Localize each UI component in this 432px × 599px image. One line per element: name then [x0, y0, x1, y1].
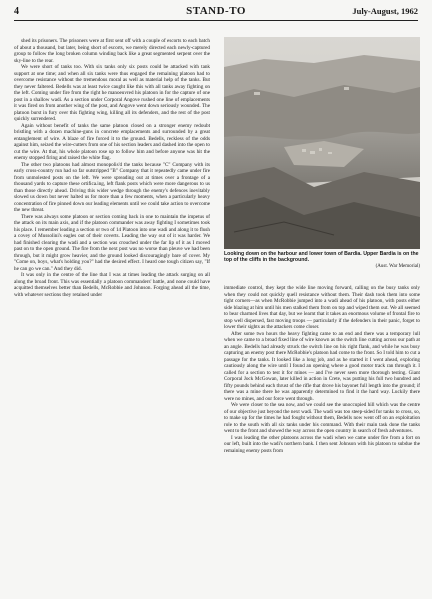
issue-date: July-August, 1962 — [352, 6, 418, 16]
page-header — [14, 6, 418, 21]
article-column-right — [224, 285, 420, 595]
paragraph: immediate control, they kept the wide line moving forward, calling on the busy tanks only when they could not quickly quell resistance without them. Their dash took them into some tight corners—as when McRobbie jumped into a wadi ahead of his platoon, with posts either side blazing at him until his men stalked them from on top and wiped them out. We all seemed to bear charmed lives that day, but we learnt that it takes an enormous volume of frontal fire to stop well dispersed, fast moving troops — particularly if the defenders in their panic, forget to lower their sights as the attackers come closer. — [224, 285, 420, 330]
paragraph: I was leading the other platoons across the wadi when we came under fire from a fort on our left, built into the wadi's northern bank. I then sent Johnson with his platoon to subdue the remaining enemy posts from — [224, 434, 420, 454]
paragraph: The other two platoons had almost monopolis'd the tanks because "C" Company with its early cross-country run had so far outstripped "B" Company that it repeatedly came under fire from unmolested posts on the left. We were spreading out at times over a frontage of a thousand yards to capture these ortifica.ing, left flank posts which were more dangerous to us than those directly ahead. Driving this wider wedge through the enemy's defences inevitably slowed us down but never halted us for more than a few moments, when a particularly heavy concentration of fire pinned down our leading elements until we could take action to overcome the new threat. — [14, 161, 210, 213]
page-number: 4 — [14, 6, 19, 17]
paragraph: It was only in the centre of the line that I was at times leading the attack surging on all along the broad front. This was essentially a platoon commanders' battle, and none could have acquitted themselves better than Bedells, McRobbie and Johnson. Forging ahead all the time, with whatever sections they retained under — [14, 272, 210, 298]
article-column-left — [14, 38, 210, 594]
paragraph: There was always some platoon or section coming back in one to maintain the impetus of the attack on its main axis, and if the platoon commander was away fighting I sometimes took his place. I remember leading a section or two of 14 Platoon into one wadi and along it to flush a covey of Mussolini's eagles out of their coverts. Leading the way out of it was harder. We had finished clearing the wadi and a section was crouched under the far lip of it as I moved past on to the open ground. The fire from the next post was no worse than pleuve we had been through, but it might grow heavier, and the ground looked discouragingly bare of cover. My "Come on, boys, what's holding you?" had the desired effect. I heard one tough citizen say, "If he can go we can." And they did. — [14, 213, 210, 272]
caption-text: Looking down on the harbour and lower town of Bardia. Upper Bardia is on the top of the cliffs in the background. — [224, 251, 419, 264]
paragraph: Again without benefit of tanks the same platoon closed on a stronger enemy redoubt bristling with a dozen machine-guns in concrete emplacements and surrounded by a great entanglement of wire. A blaze of fire forced it to the ground. Bedells, reckless of the odds against him, seized the wire-cutters from one of his section leaders and dashed into the open to cut the wire. At that, his whole platoon rose up to follow him and before anyone was hit the enemy stopped firing and raised the white flag. — [14, 122, 210, 161]
paragraph: shed its prisoners. The prisoners were at first sent off with a couple of escorts to each batch of about a thousand, but later, being short of escorts, we merely directed each newly-captured group to follow the long broken column winding back like a great segmented serpent over the sky-line to the rear. — [14, 38, 210, 64]
paragraph: After some two hours the heavy fighting came to an end and there was a temporary lull when we came to a broad fixed line of wire known as the switch line cutting across our path at an angle. Bedells had already struck the switch line on his right flank, and while he was busy capturing an enemy post there McRobbie's platoon had come to the front. So I told him to cut a passage for the tanks. It looked like a long job, and as he started it I went ahead, exploring cautiously along the wire until I found an opening where a good motor track ran through it. I called for a section to test it for mines — and I've never seen more thorough testing. Giant Corporal Jock McGowan, later killed in action in Crete, was putting his full two hundred and fifty pounds behind each thrust of the rifle that drove his bayonet full length into the ground; if there was a mine there he was apparently determined to find it the hard way. Luckily there were no mines, and our force went through. — [224, 330, 420, 402]
photo-caption — [224, 251, 420, 270]
paragraph: We were closer to the sea now, and we could see the unoccupied hill which was the centre of our objective just beyond the next wadi. The wadi was too steep-sided for tanks to cross, so, to make up for the times he had fought without them, Bedells now went off on an exploitation role to the south with all six tanks under his command. With their main task done the tanks went to the front and showed the way across the open country in search of fresh adventures. — [224, 402, 420, 434]
bardia-harbour-photo — [224, 37, 420, 249]
masthead: STAND-TO — [186, 5, 246, 17]
photo-credit: (Aust. War Memorial) — [375, 263, 420, 269]
paragraph: We were short of tanks too. With six tanks only six posts could be attacked with tank support at one time; and when all six tanks were thus engaged the remaining platoon had to overcome resistance without the tremendous moral as well as material help of the tanks. But they never faltered. Bedells was at least twice caught like this with all tanks away fighting on the left. Coming under fire from the right he manoeuvred his platoon in for the capture of one post in a shallow wadi. As a section under Corporal Angove rushed one line of emplacements it was fired on from another wing of the post, and Angove went down seriously wounded. The platoon burst in fury over this fighting wing, killing all its defenders, and the rest of the post quickly surrendered. — [14, 64, 210, 122]
